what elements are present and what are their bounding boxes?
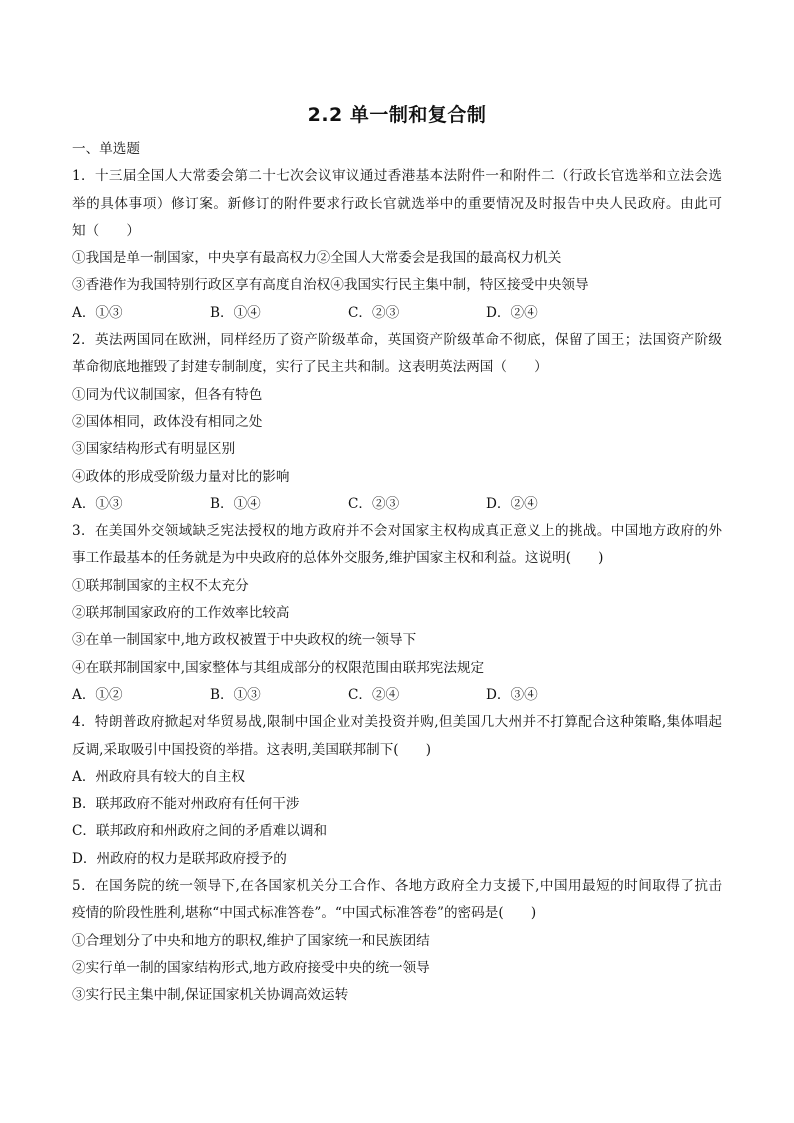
statement-line: ①我国是单一制国家，中央享有最高权力②全国人大常委会是我国的最高权力机关 xyxy=(72,250,562,267)
statement-line: ①同为代议制国家，但各有特色 xyxy=(72,386,263,403)
question-text-line: 革命彻底地摧毁了封建专制制度，实行了民主共和制。这表明英法两国（ ） xyxy=(72,359,548,376)
statement-line: ④政体的形成受阶级力量对比的影响 xyxy=(72,468,290,485)
option-c[interactable]: C．联邦政府和州政府之间的矛盾难以调和 xyxy=(72,823,328,840)
option-a[interactable]: A．①③ xyxy=(72,495,123,512)
question-text-line: 5．在国务院的统一领导下,在各国家机关分工合作、各地方政府全力支援下,中国用最短的时间取得了抗击 xyxy=(72,878,722,895)
statement-line: ④在联邦制国家中,国家整体与其组成部分的权限范围由联邦宪法规定 xyxy=(72,659,485,676)
question-text-line: 知（ ） xyxy=(72,222,140,239)
question-text-line: 3．在美国外交领域缺乏宪法授权的地方政府并不会对国家主权构成真正意义上的挑战。中国地方政府的外 xyxy=(72,523,722,540)
question-text-line: 疫情的阶段性胜利,堪称“中国式标准答卷”。“中国式标准答卷”的密码是( ) xyxy=(72,905,537,922)
option-a[interactable]: A．①② xyxy=(72,686,123,703)
question-3 xyxy=(72,518,722,709)
option-b[interactable]: B．①④ xyxy=(210,495,261,512)
option-d[interactable]: D．②④ xyxy=(486,495,538,512)
question-1 xyxy=(72,163,722,327)
question-text-line: 2．英法两国同在欧洲，同样经历了资产阶级革命，英国资产阶级革命不彻底，保留了国王；法国资产阶级 xyxy=(72,332,722,349)
answer-options xyxy=(72,682,722,709)
worksheet-content xyxy=(72,136,722,1010)
option-b[interactable]: B．①③ xyxy=(210,686,261,703)
question-text-line: 4．特朗普政府掀起对华贸易战,限制中国企业对美投资并购,但美国几大州并不打算配合这种策略,集体唱起 xyxy=(72,714,722,731)
question-text-line: 事工作最基本的任务就是为中央政府的总体外交服务,维护国家主权和利益。这说明( ) xyxy=(72,550,604,567)
option-a[interactable]: A．①③ xyxy=(72,304,123,321)
question-text-line: 举的具体事项）修订案。新修订的附件要求行政长官就选举中的重要情况及时报告中央人民政府。由此可 xyxy=(72,195,722,212)
statement-line: ③实行民主集中制,保证国家机关协调高效运转 xyxy=(72,987,349,1004)
option-b[interactable]: B．①④ xyxy=(210,304,261,321)
question-5 xyxy=(72,873,722,1009)
question-text-line: 1．十三届全国人大常委会第二十七次会议审议通过香港基本法附件一和附件二（行政长官选举和立法会选 xyxy=(72,168,722,185)
option-d[interactable]: D．②④ xyxy=(486,304,538,321)
statement-line: ①联邦制国家的主权不太充分 xyxy=(72,577,249,594)
option-c[interactable]: C．②③ xyxy=(348,495,400,512)
question-2 xyxy=(72,327,722,518)
answer-options xyxy=(72,491,722,518)
question-4 xyxy=(72,709,722,873)
page-title: 2.2 单一制和复合制 xyxy=(307,104,487,126)
statement-line: ①合理划分了中央和地方的职权,维护了国家统一和民族团结 xyxy=(72,932,430,949)
statement-line: ②实行单一制的国家结构形式,地方政府接受中央的统一领导 xyxy=(72,959,430,976)
answer-options xyxy=(72,300,722,327)
option-b[interactable]: B．联邦政府不能对州政府有任何干涉 xyxy=(72,796,300,813)
option-c[interactable]: C．②③ xyxy=(348,304,400,321)
statement-line: ③国家结构形式有明显区别 xyxy=(72,441,236,458)
statement-line: ②国体相同，政体没有相同之处 xyxy=(72,413,263,430)
section-heading: 一、单选题 xyxy=(72,141,140,157)
option-d[interactable]: D．州政府的权力是联邦政府授予的 xyxy=(72,850,287,867)
statement-line: ③在单一制国家中,地方政权被置于中央政权的统一领导下 xyxy=(72,632,417,649)
option-d[interactable]: D．③④ xyxy=(486,686,538,703)
statement-line: ②联邦制国家政府的工作效率比较高 xyxy=(72,605,290,622)
option-a[interactable]: A．州政府具有较大的自主权 xyxy=(72,768,245,785)
question-text-line: 反调,采取吸引中国投资的举措。这表明,美国联邦制下( ) xyxy=(72,741,432,758)
statement-line: ③香港作为我国特别行政区享有高度自治权④我国实行民主集中制，特区接受中央领导 xyxy=(72,277,589,294)
option-c[interactable]: C．②④ xyxy=(348,686,400,703)
